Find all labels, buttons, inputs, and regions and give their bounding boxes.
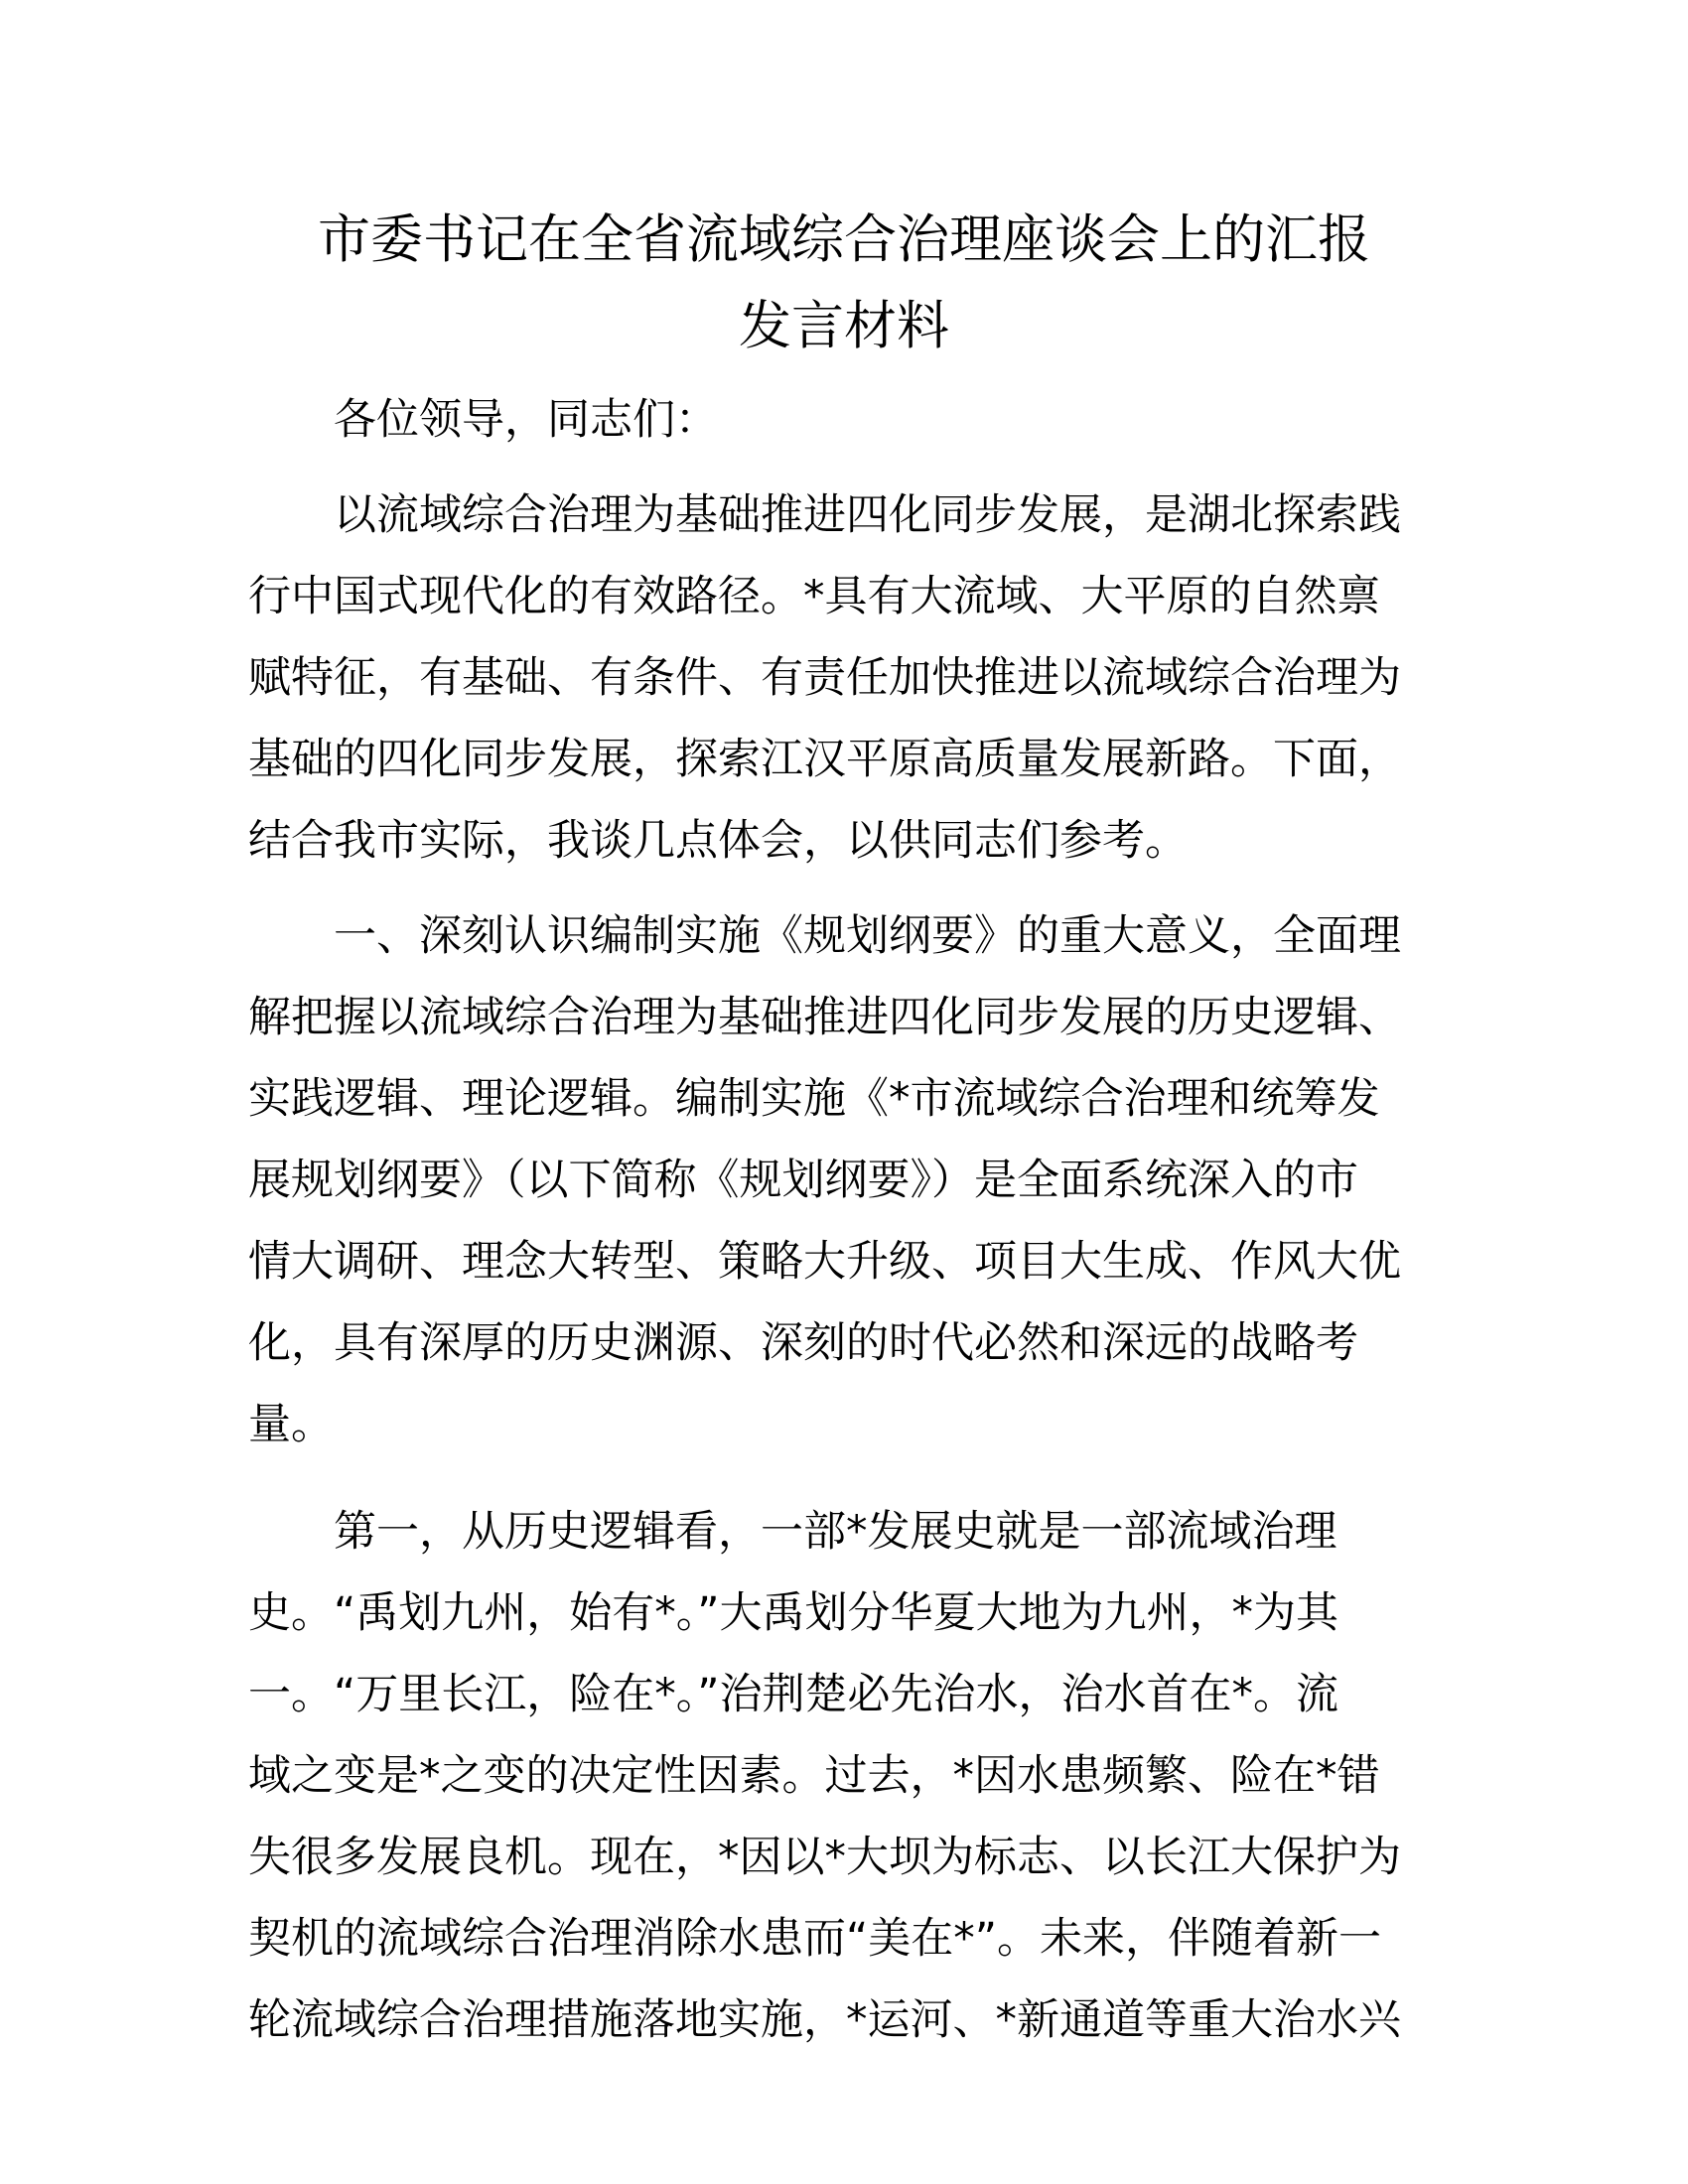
paragraph-3-line-6: 契机的流域综合治理消除水患而“美在*”。未来，伴随着新一 bbox=[248, 1914, 1382, 1964]
paragraph-3-line-3: 一。“万里长江，险在*。”治荆楚必先治水，治水首在*。流 bbox=[248, 1670, 1339, 1719]
document-body bbox=[248, 379, 1440, 2061]
paragraph-3-line-2: 史。“禹划九州，始有*。”大禹划分华夏大地为九州，*为其 bbox=[248, 1588, 1339, 1638]
paragraph-1-line-1: 以流域综合治理为基础推进四化同步发展，是湖北探索践 bbox=[334, 490, 1401, 540]
paragraph-3-line-4: 域之变是*之变的决定性因素。过去，*因水患频繁、险在*错 bbox=[248, 1751, 1380, 1801]
paragraph-2-line-1: 一、深刻认识编制实施《规划纲要》的重大意义，全面理 bbox=[334, 911, 1401, 961]
paragraph-2-line-6: 化，具有深厚的历史渊源、深刻的时代必然和深远的战略考 bbox=[248, 1318, 1358, 1368]
paragraph-1-line-2: 行中国式现代化的有效路径。*具有大流域、大平原的自然禀 bbox=[248, 572, 1380, 621]
salutation: 各位领导，同志们： bbox=[334, 395, 718, 445]
paragraph-1-line-5: 结合我市实际，我谈几点体会，以供同志们参考。 bbox=[248, 816, 1188, 866]
paragraph-1-line-4: 基础的四化同步发展，探索江汉平原高质量发展新路。下面， bbox=[248, 735, 1401, 784]
paragraph-2-line-2: 解把握以流域综合治理为基础推进四化同步发展的历史逻辑、 bbox=[248, 993, 1401, 1042]
document-title bbox=[179, 197, 1509, 369]
paragraph-2-line-5: 情大调研、理念大转型、策略大升级、项目大生成、作风大优 bbox=[248, 1237, 1401, 1287]
paragraph-3-line-1: 第一，从历史逻辑看，一部*发展史就是一部流域治理 bbox=[334, 1507, 1337, 1557]
paragraph-1-line-3: 赋特征，有基础、有条件、有责任加快推进以流域综合治理为 bbox=[248, 653, 1401, 703]
paragraph-2-line-4: 展规划纲要》（以下简称《规划纲要》）是全面系统深入的市 bbox=[248, 1156, 1358, 1205]
title-line-1: 市委书记在全省流域综合治理座谈会上的汇报 bbox=[318, 209, 1370, 270]
paragraph-2-line-7: 量。 bbox=[248, 1400, 334, 1449]
paragraph-3-line-5: 失很多发展良机。现在，*因以*大坝为标志、以长江大保护为 bbox=[248, 1833, 1401, 1882]
paragraph-2-line-3: 实践逻辑、理论逻辑。编制实施《*市流域综合治理和统筹发 bbox=[248, 1074, 1380, 1124]
paragraph-3-line-7: 轮流域综合治理措施落地实施，*运河、*新通道等重大治水兴 bbox=[248, 1995, 1401, 2045]
title-line-2: 发言材料 bbox=[739, 296, 949, 356]
